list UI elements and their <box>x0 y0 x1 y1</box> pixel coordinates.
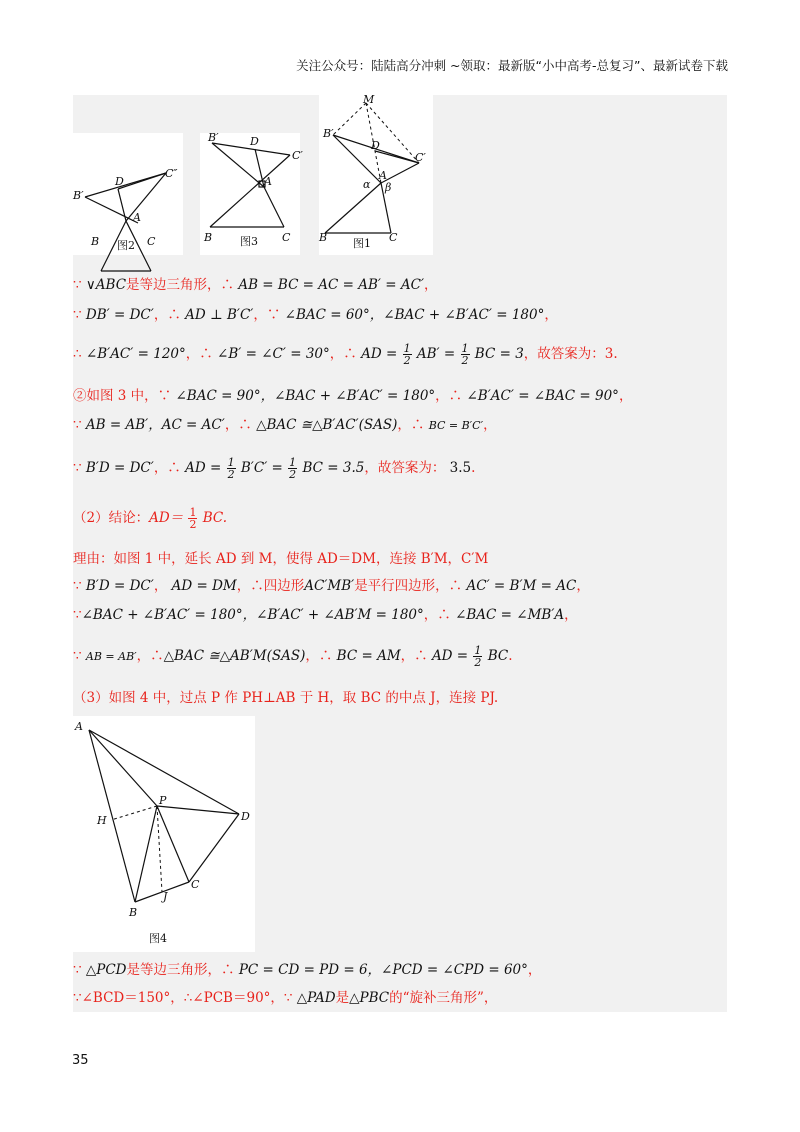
fraction-half: $\frac{1}{2}$ <box>403 342 411 367</box>
figure-3-drawing <box>200 131 303 255</box>
fig2-label-a: A <box>133 211 141 224</box>
fig4-label-h: H <box>97 814 107 827</box>
fig4-label-a: A <box>75 720 83 733</box>
figure-1-drawing <box>319 95 433 255</box>
fig1-label-d: D <box>371 139 380 152</box>
line-13: ∵ △PCD是等边三角形，∴ PC = CD = PD = 6，∠PCD = ∠CPD = 60°， <box>73 962 542 978</box>
line-10: ∵∠BAC + ∠B′AC′ = 180°，∠B′AC′ + ∠AB′M = 180°，∴ ∠BAC = ∠MB′A， <box>73 607 578 623</box>
page-header: 关注公众号：陆陆高分冲刺 ~领取：最新版“小中高考-总复习”、最新试卷下载 <box>296 58 728 73</box>
fig4-label-j: J <box>163 890 168 903</box>
solution-panel <box>73 95 727 1012</box>
fig3-caption: 图3 <box>240 235 258 248</box>
fig2-label-b-prime: B′ <box>73 189 84 202</box>
fig3-label-a: A <box>264 175 272 188</box>
page-number: 35 <box>72 1053 89 1068</box>
fig4-label-c: C <box>191 878 200 891</box>
fraction-half: $\frac{1}{2}$ <box>227 456 235 481</box>
fig4-caption: 图4 <box>149 932 167 945</box>
fig3-label-c-prime: C′ <box>292 149 303 162</box>
fraction-half: $\frac{1}{2}$ <box>461 342 469 367</box>
fig1-label-c-prime: C′ <box>415 151 426 164</box>
fig1-label-alpha: α <box>363 178 371 191</box>
figure-2 <box>73 133 183 255</box>
line-9: ∵ B′D = DC′， AD = DM，∴四边形AC′MB′是平行四边形，∴ AC′ = B′M = AC， <box>73 578 590 594</box>
fig1-label-beta: β <box>385 181 392 194</box>
figure-3 <box>200 131 303 255</box>
fig2-caption: 图2 <box>117 239 135 252</box>
line-1: ∵ ∨ABC是等边三角形，∴ AB = BC = AC = AB′ = AC′， <box>73 277 438 293</box>
fig1-label-b: B <box>319 231 328 244</box>
fig1-label-c: C <box>389 231 398 244</box>
fraction-half: $\frac{1}{2}$ <box>474 644 482 669</box>
fig4-label-p: P <box>159 794 167 807</box>
line-12: （3）如图 4 中，过点 P 作 PH⊥AB 于 H，取 BC 的中点 J，连接 PJ. <box>73 690 499 706</box>
fig4-label-d: D <box>241 810 250 823</box>
fig3-label-b: B <box>204 231 213 244</box>
line-5: ∵ AB = AB′，AC = AC′，∴ △BAC ≅△B′AC′(SAS)，∴ BC = B′C′， <box>73 417 497 433</box>
line-3: ∴ ∠B′AC′ = 120°，∴ ∠B′ = ∠C′ = 30°，∴ AD = $\frac{1}{2}$ AB′ = $\frac{1}{2}$ BC = 3，故答案为：3. <box>73 342 618 367</box>
figure-2-drawing <box>73 133 183 255</box>
fig2-label-b: B <box>91 235 100 248</box>
fig3-label-c: C <box>282 231 291 244</box>
fraction-half: $\frac{1}{2}$ <box>189 506 197 531</box>
figure-4-drawing <box>73 716 255 952</box>
line-14: ∵∠BCD＝150°，∴∠PCB＝90°，∵ △PAD是△PBC的“旋补三角形”， <box>73 990 498 1006</box>
fraction-half: $\frac{1}{2}$ <box>289 456 297 481</box>
fig2-label-c2: C <box>147 235 156 248</box>
line-6: ∵ B′D = DC′，∴ AD = $\frac{1}{2}$ B′C′ = $\frac{1}{2}$ BC = 3.5，故答案为： 3.5. <box>73 456 476 481</box>
line-2: ∵ DB′ = DC′，∴ AD ⊥ B′C′，∵ ∠BAC = 60°，∠BAC + ∠B′AC′ = 180°， <box>73 307 558 323</box>
figure-4 <box>73 716 255 952</box>
line-7: （2）结论：AD＝ $\frac{1}{2}$ BC. <box>73 506 228 531</box>
fig2-label-c: C″ <box>165 167 178 180</box>
fig4-label-b: B <box>129 906 138 919</box>
fig1-caption: 图1 <box>353 237 371 250</box>
line-11: ∵ AB = AB′，∴△BAC ≅△AB′M(SAS)，∴ BC = AM，∴ AD = $\frac{1}{2}$ BC. <box>73 644 513 669</box>
line-4: ②如图 3 中，∵ ∠BAC = 90°，∠BAC + ∠B′AC′ = 180°，∴ ∠B′AC′ = ∠BAC = 90°， <box>73 388 633 404</box>
line-8: 理由：如图 1 中，延长 AD 到 M，使得 AD＝DM，连接 B′M，C′M <box>73 551 489 567</box>
fig1-label-m: M <box>363 93 375 106</box>
figure-1 <box>319 95 433 255</box>
fig1-label-b-prime: B′ <box>323 127 334 140</box>
fig3-label-d: D <box>250 135 259 148</box>
fig3-label-b-prime: B′ <box>208 131 219 144</box>
fig1-label-a: A <box>379 169 387 182</box>
fig2-label-d: D <box>115 175 124 188</box>
